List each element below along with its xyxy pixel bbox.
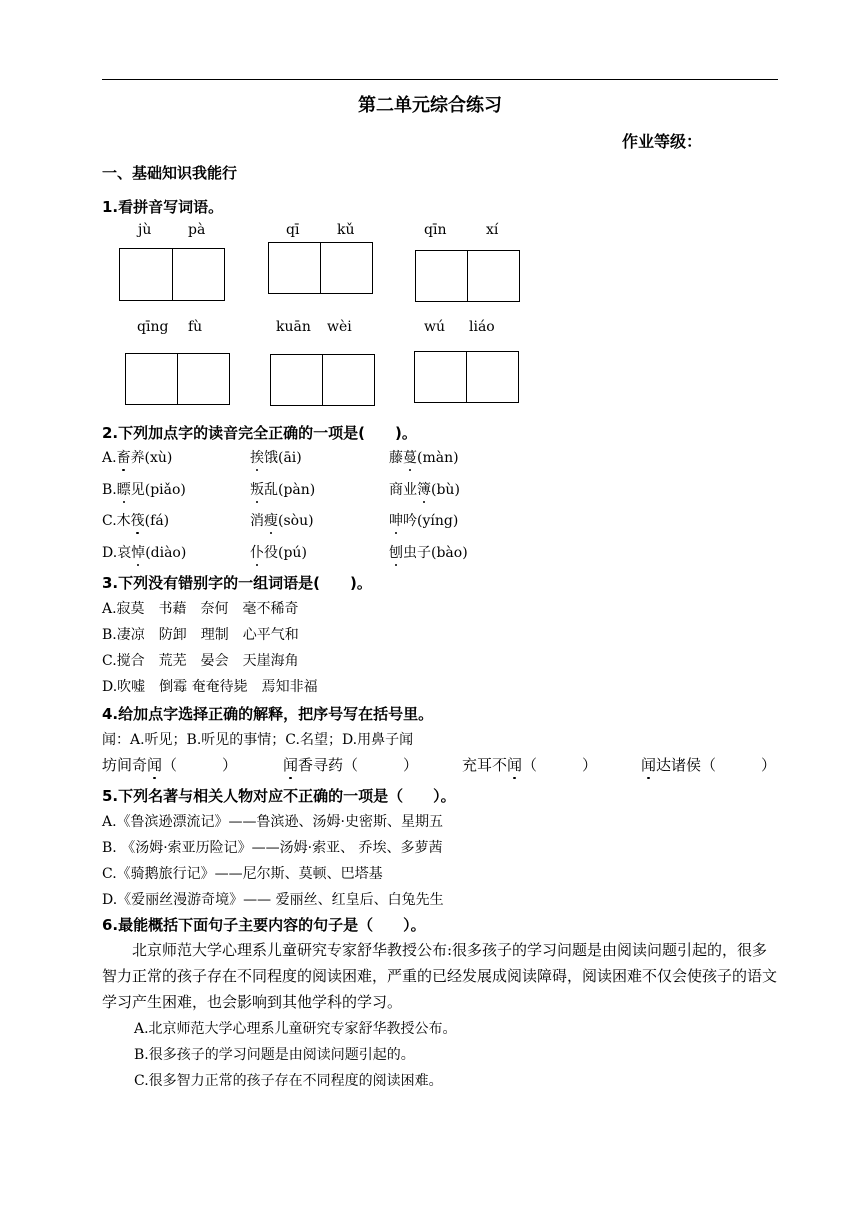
dotted-char: 仆 [250, 542, 264, 562]
dotted-char: 闻 [507, 756, 523, 774]
option-rest: 养(xù) [130, 450, 173, 466]
page-title: 第二单元综合练习 [358, 95, 502, 116]
answer-cell[interactable] [126, 354, 177, 404]
answer-cell[interactable] [269, 243, 320, 293]
q4-item [283, 754, 418, 775]
answer-cell[interactable] [467, 251, 519, 301]
option-letter: B. [102, 482, 117, 498]
option-rest: 役(pú) [264, 545, 307, 561]
q5-heading: 5.下列名著与相关人物对应不正确的一项是（ ）。 [102, 787, 456, 805]
pinyin-syllable: wèi [327, 319, 352, 335]
option-rest: 见(piǎo) [130, 482, 186, 498]
pinyin-syllable: fù [188, 319, 203, 335]
answer-cell[interactable] [320, 243, 372, 293]
answer-cell[interactable] [177, 354, 229, 404]
pinyin-syllable: kuān [276, 319, 311, 335]
answer-cell[interactable] [271, 355, 322, 405]
option-rest: 虫子(bào) [403, 545, 468, 561]
option-pre: 商业 [389, 482, 417, 498]
dotted-char: 瘦 [264, 510, 278, 530]
dotted-char: 瞟 [117, 479, 131, 499]
q5-option-b: B. 《汤姆·索亚历险记》——汤姆·索亚、 乔埃、多萝茜 [102, 840, 443, 856]
pinyin-syllable: qī [286, 222, 300, 238]
dotted-char: 叛 [250, 479, 264, 499]
q5-option-c: C.《骑鹅旅行记》——尼尔斯、莫顿、巴塔基 [102, 866, 383, 882]
option-pre: 哀 [117, 545, 132, 561]
q3-option-a: A.寂莫 书藉 奈何 毫不稀奇 [102, 601, 299, 617]
dotted-char: 簿 [417, 479, 431, 499]
q1-heading: 1.看拼音写词语。 [102, 198, 224, 216]
option-letter: C. [102, 513, 117, 529]
option-rest: (fá) [144, 513, 170, 529]
answer-cell[interactable] [466, 352, 518, 402]
answer-box[interactable] [268, 242, 373, 294]
item-post: （ ） [162, 756, 238, 774]
item-post: 达诸侯（ ） [656, 756, 777, 774]
option-rest: 吟(yíng) [403, 513, 459, 529]
pinyin-syllable: kǔ [337, 222, 355, 238]
answer-cell[interactable] [415, 352, 466, 402]
q6-option-c: C.很多智力正常的孩子存在不同程度的阅读困难。 [134, 1073, 443, 1089]
answer-box[interactable] [270, 354, 375, 406]
q5-option-d: D.《爱丽丝漫游奇境》—— 爱丽丝、红皇后、白兔先生 [102, 892, 444, 908]
dotted-char: 刨 [389, 542, 403, 562]
pinyin-syllable: pà [188, 222, 206, 238]
option-rest: 饿(āi) [264, 450, 302, 466]
option-pre: 藤 [389, 450, 403, 466]
dotted-char: 闻 [147, 756, 163, 774]
item-post: （ ） [522, 756, 598, 774]
q3-option-d: D.吹嘘 倒霉 奄奄待毙 焉知非福 [102, 679, 318, 695]
dotted-char: 挨 [250, 447, 264, 467]
q4-heading: 4.给加点字选择正确的解释，把序号写在括号里。 [102, 705, 434, 723]
item-pre: 坊间奇 [102, 756, 148, 774]
option-pre: 消 [250, 513, 264, 529]
dotted-char: 筏 [131, 510, 145, 530]
section-heading: 一、基础知识我能行 [102, 164, 238, 182]
answer-cell[interactable] [416, 251, 467, 301]
q4-item [641, 754, 776, 775]
dotted-char: 悼 [131, 542, 145, 562]
q4-item [462, 754, 597, 775]
answer-cell[interactable] [172, 249, 225, 300]
answer-cell[interactable] [322, 355, 374, 405]
dotted-char: 畜 [117, 447, 131, 467]
pinyin-syllable: jù [138, 222, 152, 238]
pinyin-syllable: qīn [424, 222, 447, 238]
q3-option-c: C.搅合 荒芜 晏会 天崖海角 [102, 653, 299, 669]
item-pre: 充耳不 [462, 756, 508, 774]
answer-box[interactable] [125, 353, 230, 405]
q4-definition: 闻：A.听见；B.听见的事情；C.名望；D.用鼻子闻 [102, 732, 414, 748]
option-rest: (sòu) [278, 513, 314, 529]
q6-option-a: A.北京师范大学心理系儿童研究专家舒华教授公布。 [134, 1021, 457, 1037]
option-rest: (màn) [417, 450, 459, 466]
option-rest: (bù) [431, 482, 460, 498]
dotted-char: 呻 [389, 510, 403, 530]
option-rest: 乱(pàn) [264, 482, 316, 498]
pinyin-syllable: xí [486, 222, 499, 238]
q5-option-a: A.《鲁滨逊漂流记》——鲁滨逊、汤姆·史密斯、星期五 [102, 814, 444, 830]
header-rule [102, 79, 778, 80]
q3-option-b: B.凄凉 防卸 理制 心平气和 [102, 627, 299, 643]
answer-box[interactable] [414, 351, 519, 403]
q4-item [102, 754, 237, 775]
q6-heading: 6.最能概括下面句子主要内容的句子是（ ）。 [102, 916, 426, 934]
pinyin-syllable: qīng [137, 319, 169, 335]
answer-box[interactable] [119, 248, 225, 301]
grade-label: 作业等级： [622, 132, 703, 151]
option-rest: (diào) [145, 545, 187, 561]
dotted-char: 闻 [641, 756, 657, 774]
option-letter: A. [102, 450, 117, 466]
item-post: 香寻药（ ） [298, 756, 419, 774]
dotted-char: 闻 [283, 756, 299, 774]
answer-cell[interactable] [120, 249, 172, 300]
option-letter: D. [102, 545, 118, 561]
q3-heading: 3.下列没有错别字的一组词语是( )。 [102, 574, 372, 592]
pinyin-syllable: wú [424, 319, 445, 335]
q2-heading: 2.下列加点字的读音完全正确的一项是( )。 [102, 424, 417, 442]
dotted-char: 蔓 [403, 447, 417, 467]
q6-passage: 北京师范大学心理系儿童研究专家舒华教授公布:很多孩子的学习问题是由阅读问题引起的，很多智力正常的孩子存在不同程度的阅读困难，严重的已经发展成阅读障碍，阅读困难不仅会使孩子的语文学习产生困难，也会影响到其他学科的学习。 [102, 941, 778, 1011]
answer-box[interactable] [415, 250, 520, 302]
q6-option-b: B.很多孩子的学习问题是由阅读问题引起的。 [134, 1047, 415, 1063]
pinyin-syllable: liáo [469, 319, 495, 335]
option-pre: 木 [116, 513, 131, 529]
